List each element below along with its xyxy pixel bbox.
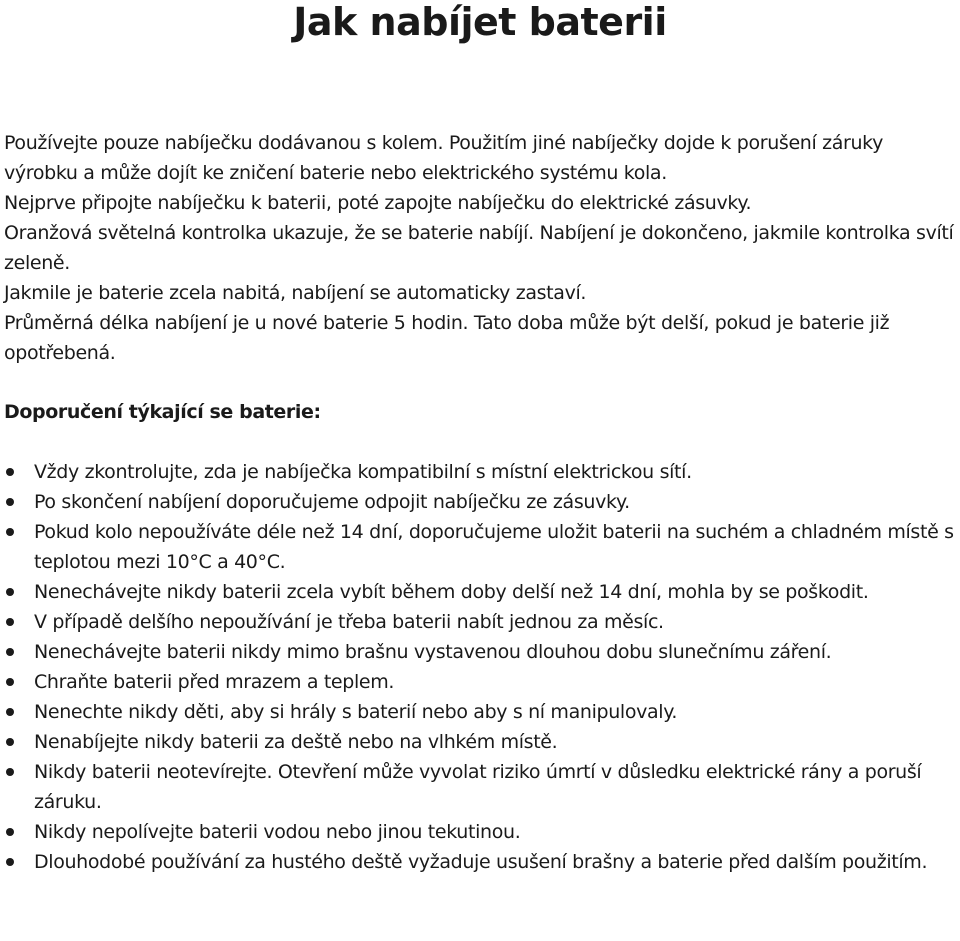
list-item-text: Nikdy nepolívejte baterii vodou nebo jinou tekutinou. bbox=[34, 821, 521, 843]
list-item-text: Dlouhodobé používání za hustého deště vyžaduje usušení brašny a baterie před dalším použitím. bbox=[34, 851, 928, 873]
bullet-icon bbox=[6, 648, 14, 656]
intro-paragraph: Nejprve připojte nabíječku k baterii, poté zapojte nabíječku do elektrické zásuvky. bbox=[4, 192, 752, 214]
bullet-icon bbox=[6, 828, 14, 836]
intro-paragraph: Používejte pouze nabíječku dodávanou s kolem. Použitím jiné nabíječky dojde k porušení záruky výrobku a může dojít ke zničení baterie nebo elektrického systému kola. bbox=[4, 132, 884, 184]
list-item-text: Nenechte nikdy děti, aby si hrály s baterií nebo aby s ní manipulovaly. bbox=[34, 701, 678, 723]
list-item-text: Nenabíjejte nikdy baterii za deště nebo na vlhkém místě. bbox=[34, 731, 558, 753]
bullet-icon bbox=[6, 618, 14, 626]
list-item bbox=[0, 487, 956, 517]
intro-paragraph: Oranžová světelná kontrolka ukazuje, že se baterie nabíjí. Nabíjení je dokončeno, jakmile kontrolka svítí zeleně. bbox=[4, 222, 954, 274]
list-item-text: Vždy zkontrolujte, zda je nabíječka kompatibilní s místní elektrickou sítí. bbox=[34, 461, 692, 483]
intro-text bbox=[4, 128, 956, 368]
list-item bbox=[0, 457, 956, 487]
list-item bbox=[0, 697, 956, 727]
intro-paragraph: Jakmile je baterie zcela nabitá, nabíjení se automaticky zastaví. bbox=[4, 282, 587, 304]
list-item bbox=[0, 637, 956, 667]
list-item-text: Pokud kolo nepoužíváte déle než 14 dní, doporučujeme uložit baterii na suchém a chladném místě s teplotou mezi 10°C a 40°C. bbox=[34, 521, 954, 573]
intro-paragraph: Průměrná délka nabíjení je u nové baterie 5 hodin. Tato doba může být delší, pokud je baterie již opotřebená. bbox=[4, 312, 890, 364]
list-item-text: V případě delšího nepoužívání je třeba baterii nabít jednou za měsíc. bbox=[34, 611, 664, 633]
bullet-icon bbox=[6, 528, 14, 536]
bullet-icon bbox=[6, 858, 14, 866]
list-item-text: Nenechávejte nikdy baterii zcela vybít během doby delší než 14 dní, mohla by se poškodit. bbox=[34, 581, 869, 603]
list-item bbox=[0, 607, 956, 637]
list-item bbox=[0, 517, 956, 577]
list-item bbox=[0, 667, 956, 697]
list-item bbox=[0, 577, 956, 607]
page-title: Jak nabíjet baterii bbox=[293, 0, 667, 44]
bullet-icon bbox=[6, 468, 14, 476]
bullet-icon bbox=[6, 738, 14, 746]
bullet-icon bbox=[6, 678, 14, 686]
list-item bbox=[0, 847, 956, 877]
bullet-icon bbox=[6, 498, 14, 506]
list-item bbox=[0, 757, 956, 817]
list-item bbox=[0, 817, 956, 847]
bullet-icon bbox=[6, 588, 14, 596]
list-item-text: Nikdy baterii neotevírejte. Otevření může vyvolat riziko úmrtí v důsledku elektrické rány a poruší záruku. bbox=[34, 761, 922, 813]
tips-list bbox=[0, 457, 956, 877]
bullet-icon bbox=[6, 768, 14, 776]
list-item-text: Po skončení nabíjení doporučujeme odpojit nabíječku ze zásuvky. bbox=[34, 491, 630, 513]
list-item bbox=[0, 727, 956, 757]
bullet-icon bbox=[6, 708, 14, 716]
section-heading: Doporučení týkající se baterie: bbox=[4, 401, 321, 423]
list-item-text: Nenechávejte baterii nikdy mimo brašnu vystavenou dlouhou dobu slunečnímu záření. bbox=[34, 641, 832, 663]
list-item-text: Chraňte baterii před mrazem a teplem. bbox=[34, 671, 395, 693]
